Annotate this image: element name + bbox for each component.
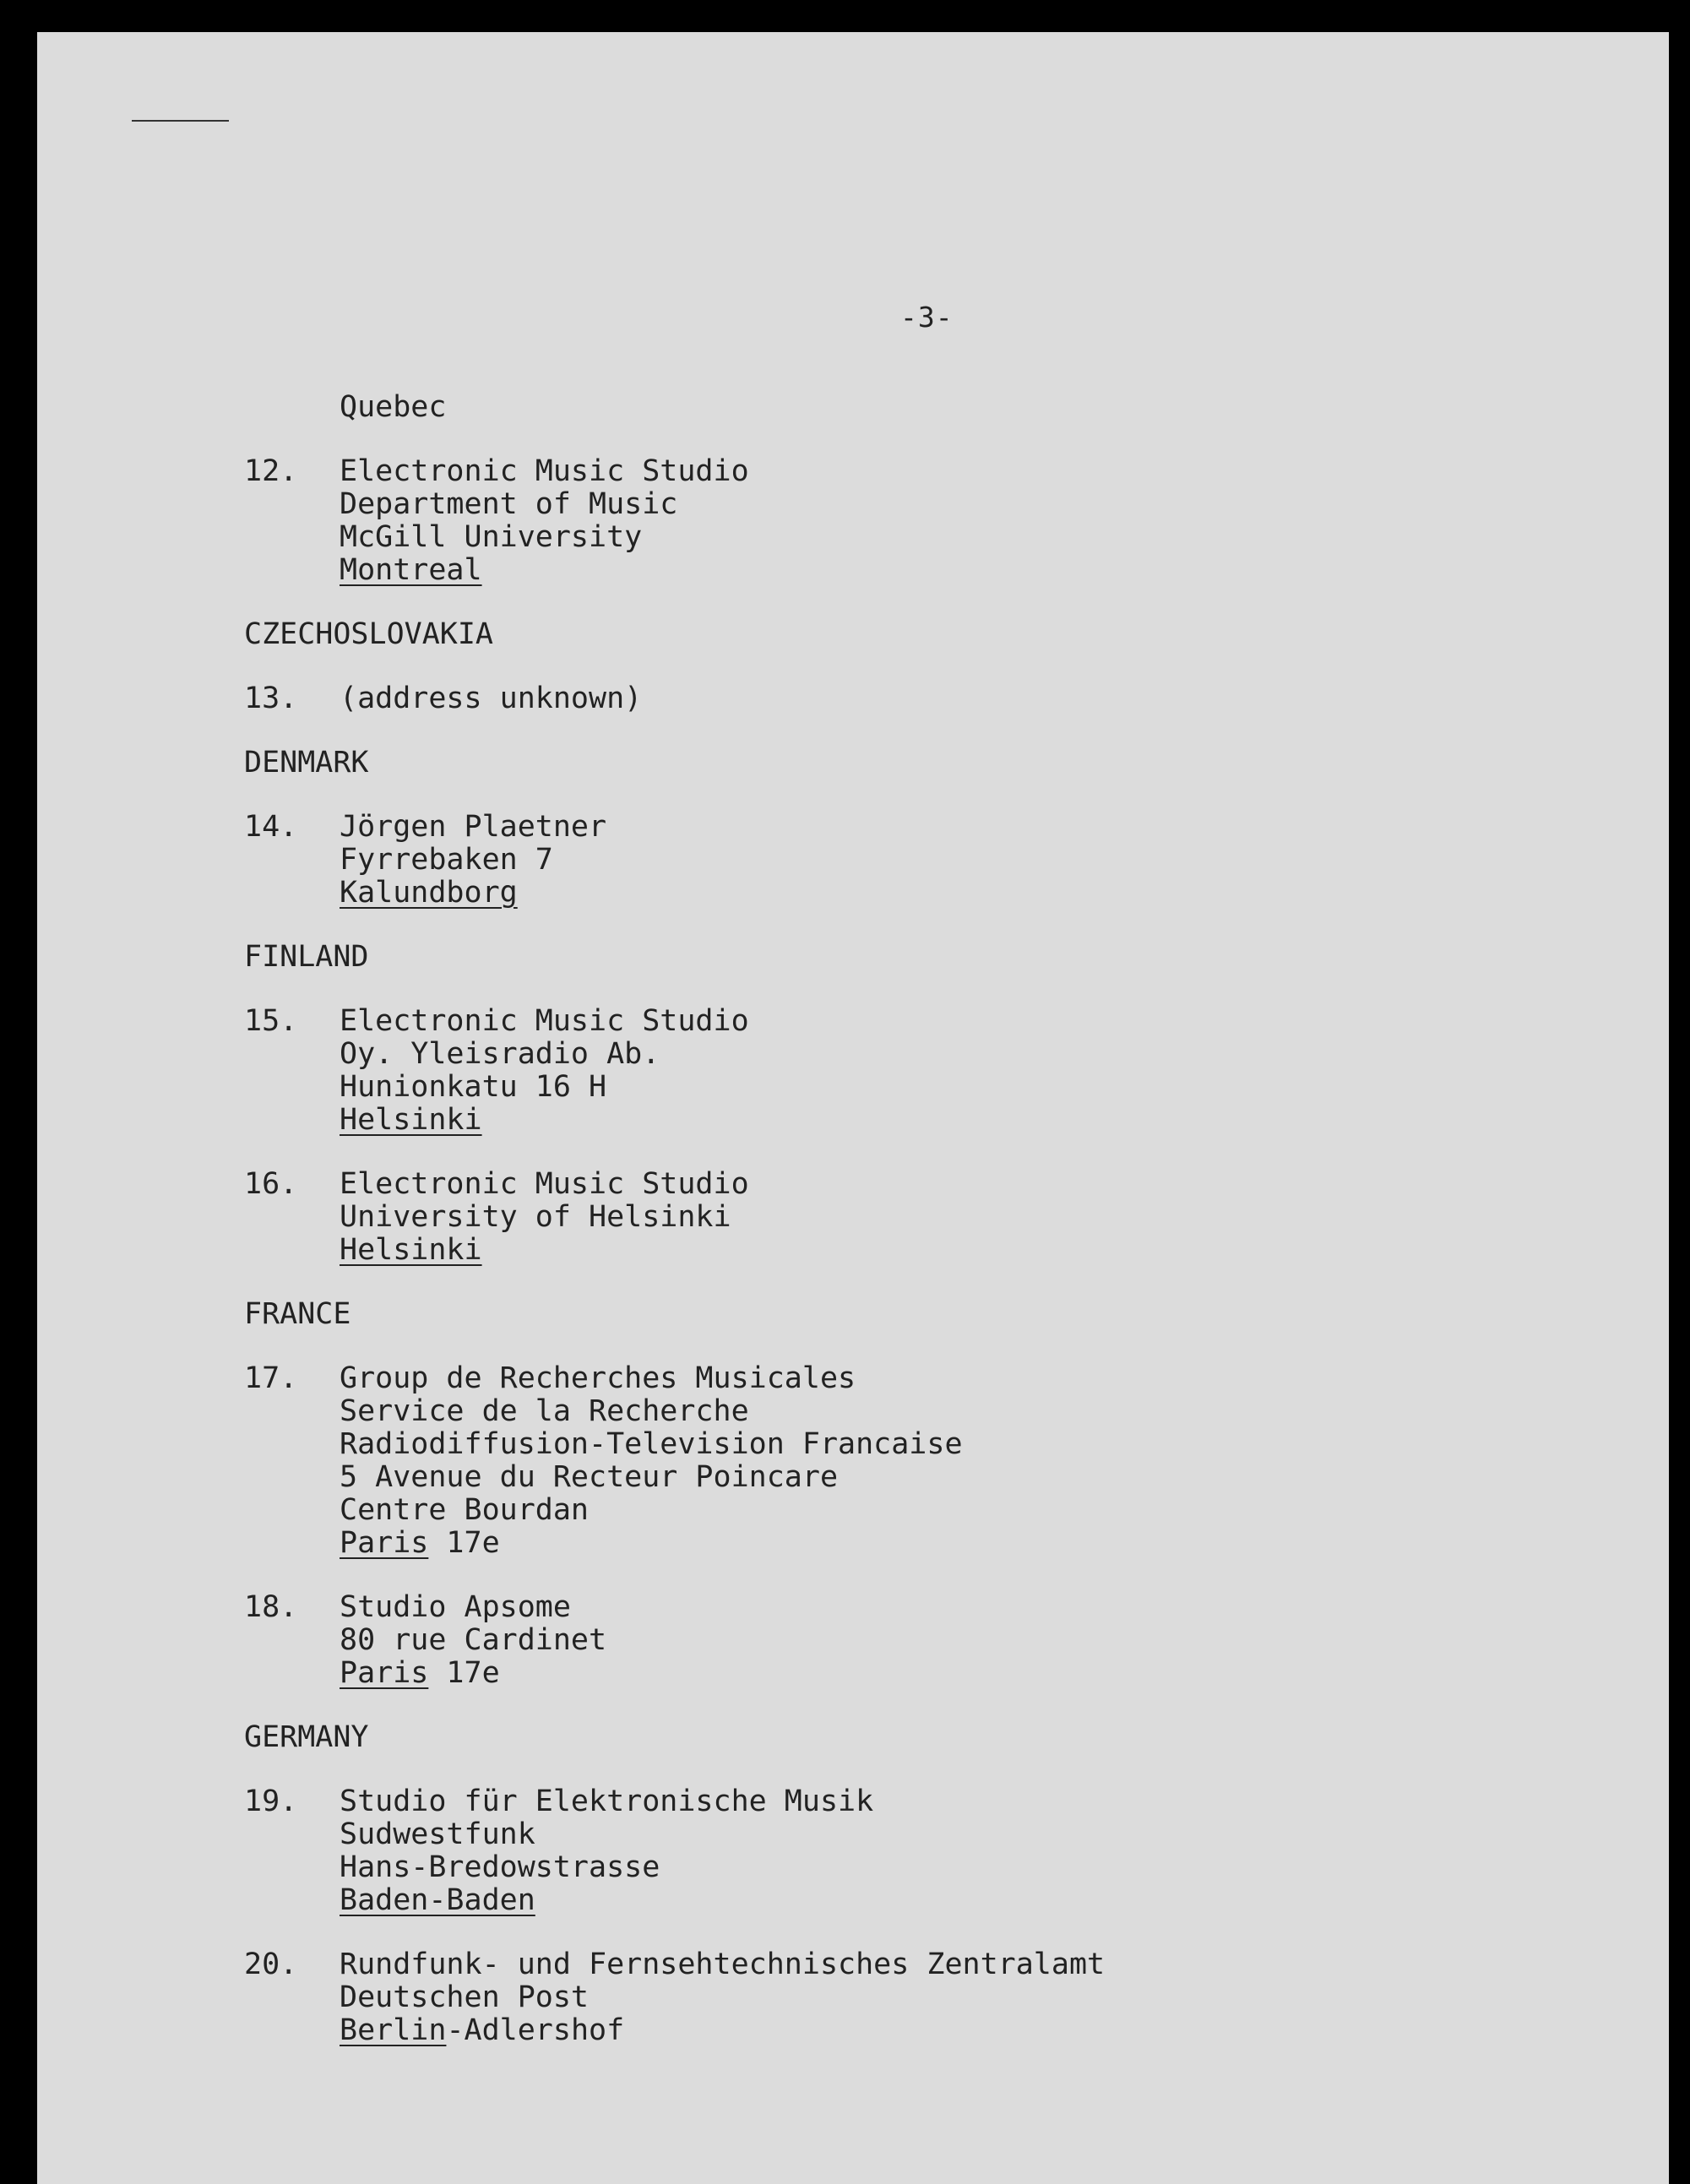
address-entry bbox=[244, 811, 1595, 910]
address-lines bbox=[340, 1785, 1595, 1917]
address-line: 5 Avenue du Recteur Poincare bbox=[340, 1460, 839, 1494]
address-entry bbox=[244, 1005, 1595, 1137]
address-line: 80 rue Cardinet bbox=[340, 1623, 607, 1657]
page-number: -3- bbox=[900, 301, 954, 334]
address-line bbox=[340, 1527, 1595, 1560]
country-heading: CZECHOSLOVAKIA bbox=[244, 617, 494, 651]
country-heading: FRANCE bbox=[244, 1297, 351, 1331]
city-name: Helsinki bbox=[340, 1103, 482, 1137]
address-lines bbox=[340, 1005, 1595, 1137]
city-suffix: 17e bbox=[428, 1656, 500, 1690]
address-line bbox=[340, 554, 1595, 587]
address-line bbox=[340, 1884, 1595, 1917]
address-lines bbox=[340, 455, 1595, 587]
entry-number: 18. bbox=[244, 1590, 298, 1624]
address-lines bbox=[340, 1168, 1595, 1267]
address-line: Fyrrebaken 7 bbox=[340, 843, 553, 877]
address-line bbox=[340, 1104, 1595, 1137]
address-line bbox=[340, 2014, 1595, 2047]
address-entry bbox=[244, 455, 1595, 587]
address-line: Jörgen Plaetner bbox=[340, 810, 607, 844]
address-line: Deutschen Post bbox=[340, 1980, 590, 2014]
city-name: Paris bbox=[340, 1526, 429, 1560]
address-line: Group de Recherches Musicales bbox=[340, 1361, 856, 1395]
address-lines bbox=[340, 682, 1595, 715]
city-name: Paris bbox=[340, 1656, 429, 1690]
entry-number: 14. bbox=[244, 810, 298, 844]
entry-number: 13. bbox=[244, 682, 298, 715]
city-name: Kalundborg bbox=[340, 876, 518, 910]
country-heading: DENMARK bbox=[244, 746, 369, 780]
city-suffix: -Adlershof bbox=[446, 2013, 625, 2047]
address-line: Electronic Music Studio bbox=[340, 454, 749, 488]
address-entry bbox=[244, 1948, 1595, 2047]
country-heading: GERMANY bbox=[244, 1720, 369, 1754]
city-name: Helsinki bbox=[340, 1233, 482, 1267]
address-line bbox=[340, 877, 1595, 910]
address-entry bbox=[244, 1591, 1595, 1690]
country-heading: FINLAND bbox=[244, 940, 369, 974]
entry-number: 12. bbox=[244, 454, 298, 488]
address-line: Electronic Music Studio bbox=[340, 1004, 749, 1038]
entry-number: 19. bbox=[244, 1785, 298, 1818]
address-entry bbox=[244, 1168, 1595, 1267]
address-lines bbox=[340, 811, 1595, 910]
entry-number: 15. bbox=[244, 1004, 298, 1038]
entry-number: 17. bbox=[244, 1361, 298, 1395]
address-lines bbox=[340, 1362, 1595, 1560]
continuation-line: Quebec bbox=[340, 390, 447, 424]
entry-number: 16. bbox=[244, 1167, 298, 1201]
city-name: Baden-Baden bbox=[340, 1883, 535, 1917]
address-line: Hunionkatu 16 H bbox=[340, 1070, 607, 1104]
address-line: McGill University bbox=[340, 520, 643, 554]
address-line: Centre Bourdan bbox=[340, 1493, 590, 1527]
address-lines bbox=[340, 1948, 1595, 2047]
document-page bbox=[37, 32, 1669, 2184]
address-line: Department of Music bbox=[340, 487, 678, 521]
address-line: Sudwestfunk bbox=[340, 1817, 535, 1851]
address-entry bbox=[244, 1362, 1595, 1560]
address-line: Oy. Yleisradio Ab. bbox=[340, 1037, 660, 1071]
address-line bbox=[340, 1657, 1595, 1690]
address-line: University of Helsinki bbox=[340, 1200, 731, 1234]
entry-number: 20. bbox=[244, 1948, 298, 1981]
staple-mark bbox=[132, 120, 229, 122]
address-line: Service de la Recherche bbox=[340, 1394, 749, 1428]
address-line: Radiodiffusion-Television Francaise bbox=[340, 1427, 963, 1461]
address-lines bbox=[340, 1591, 1595, 1690]
address-line: Hans-Bredowstrasse bbox=[340, 1850, 660, 1884]
city-name: Berlin bbox=[340, 2013, 447, 2047]
city-suffix: 17e bbox=[428, 1526, 500, 1560]
address-line: (address unknown) bbox=[340, 682, 643, 715]
address-list bbox=[244, 391, 1595, 2047]
address-line: Electronic Music Studio bbox=[340, 1167, 749, 1201]
address-line: Studio für Elektronische Musik bbox=[340, 1785, 874, 1818]
address-entry bbox=[244, 1785, 1595, 1917]
address-line: Rundfunk- und Fernsehtechnisches Zentralamt bbox=[340, 1948, 1106, 1981]
address-line: Studio Apsome bbox=[340, 1590, 571, 1624]
city-name: Montreal bbox=[340, 553, 482, 587]
address-line bbox=[340, 1234, 1595, 1267]
address-entry bbox=[244, 682, 1595, 715]
